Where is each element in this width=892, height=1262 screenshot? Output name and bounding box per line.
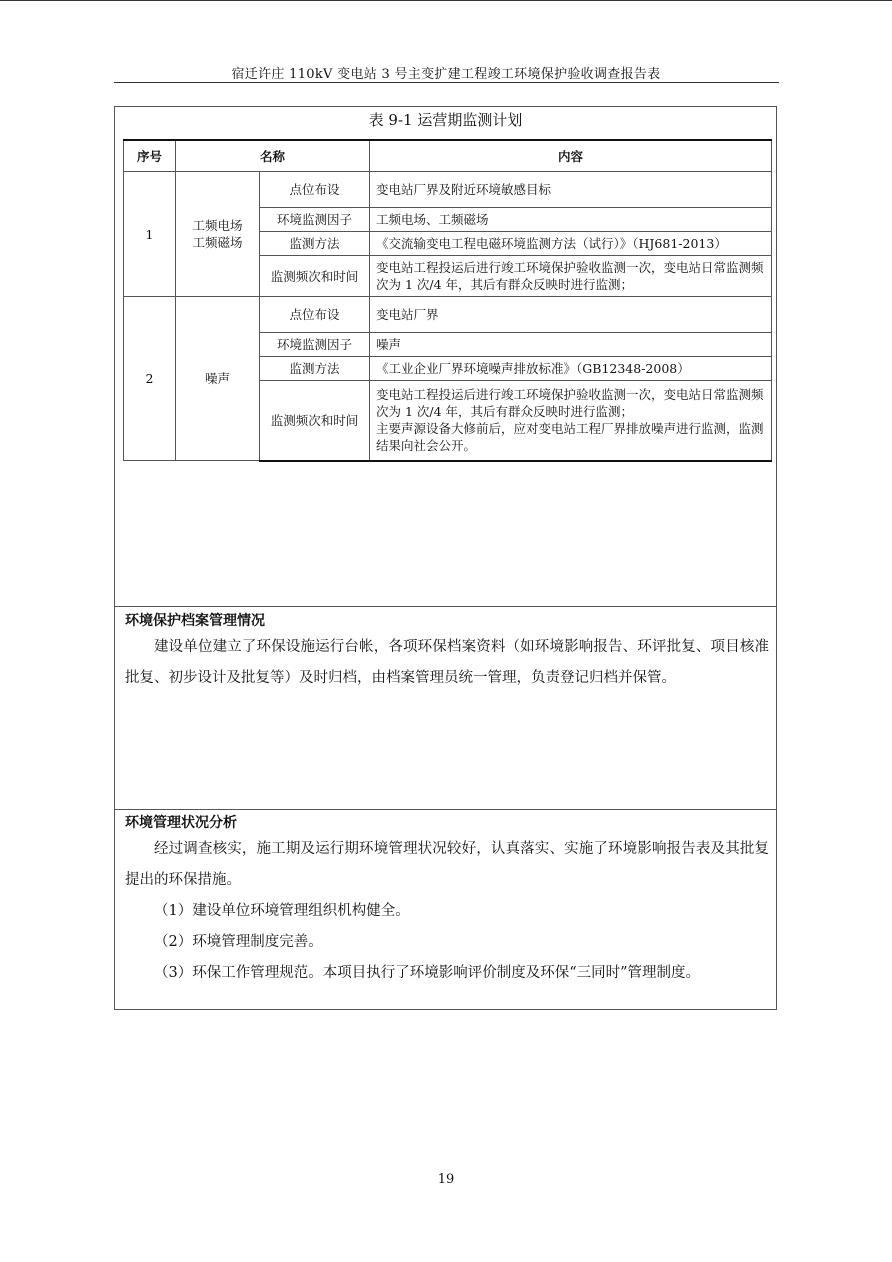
row-label: 环境监测因子 xyxy=(260,333,370,357)
row-content: 《交流输变电工程电磁环境监测方法（试行）》（HJ681-2013） xyxy=(370,232,772,256)
column-header-no: 序号 xyxy=(124,140,176,172)
management-item: （2）环境管理制度完善。 xyxy=(154,934,323,950)
content-frame xyxy=(114,106,777,1010)
archive-section-title: 环境保护档案管理情况 xyxy=(125,613,265,629)
management-paragraph: 经过调查核实，施工期及运行期环境管理状况较好，认真落实、实施了环境影响报告表及其批复提出的环保措施。 xyxy=(125,841,769,888)
row-content: 变电站厂界 xyxy=(370,297,772,333)
row-content: 工频电场、工频磁场 xyxy=(370,208,772,232)
row-content: 变电站工程投运后进行竣工环境保护验收监测一次，变电站日常监测频次为 1 次/4 年，其后有群众反映时进行监测； xyxy=(370,256,772,297)
group-factor: 工频电场 工频磁场 xyxy=(176,172,260,297)
section-divider xyxy=(115,606,776,607)
section-divider xyxy=(115,809,776,810)
group-number: 2 xyxy=(124,297,176,461)
table-caption: 表 9-1 运营期监测计划 xyxy=(368,111,523,129)
header-divider xyxy=(114,82,779,83)
row-content: 变电站工程投运后进行竣工环境保护验收监测一次，变电站日常监测频次为 1 次/4 年，其后有群众反映时进行监测； 主要声源设备大修前后，应对变电站工程厂界排放噪声进行监测，监测结果向社会公开。 xyxy=(370,381,772,461)
management-section-title: 环境管理状况分析 xyxy=(125,815,237,831)
column-header-content: 内容 xyxy=(370,140,772,172)
row-label: 环境监测因子 xyxy=(260,208,370,232)
row-label: 监测频次和时间 xyxy=(260,256,370,297)
row-label: 监测频次和时间 xyxy=(260,381,370,461)
row-label: 监测方法 xyxy=(260,232,370,256)
monitoring-plan-table xyxy=(123,139,772,462)
table-row xyxy=(124,172,772,208)
management-item: （1）建设单位环境管理组织机构健全。 xyxy=(154,903,410,919)
top-border-line xyxy=(0,0,892,1)
table-row xyxy=(124,297,772,333)
row-content: 噪声 xyxy=(370,333,772,357)
group-number: 1 xyxy=(124,172,176,297)
management-item: （3）环保工作管理规范。本项目执行了环境影响评价制度及环保“三同时”管理制度。 xyxy=(154,965,701,981)
archive-paragraph: 建设单位建立了环保设施运行台帐，各项环保档案资料（如环境影响报告、环评批复、项目核准批复、初步设计及批复等）及时归档，由档案管理员统一管理，负责登记归档并保管。 xyxy=(125,639,769,686)
group-factor: 噪声 xyxy=(176,297,260,461)
row-label: 监测方法 xyxy=(260,357,370,381)
document-header: 宿迁许庄 110kV 变电站 3 号主变扩建工程竣工环境保护验收调查报告表 xyxy=(231,67,661,82)
row-label: 点位布设 xyxy=(260,297,370,333)
row-content: 《工业企业厂界环境噪声排放标准》（GB12348-2008） xyxy=(370,357,772,381)
row-content: 变电站厂界及附近环境敏感目标 xyxy=(370,172,772,208)
column-header-name: 名称 xyxy=(176,140,370,172)
page-number: 19 xyxy=(437,1172,455,1187)
row-label: 点位布设 xyxy=(260,172,370,208)
